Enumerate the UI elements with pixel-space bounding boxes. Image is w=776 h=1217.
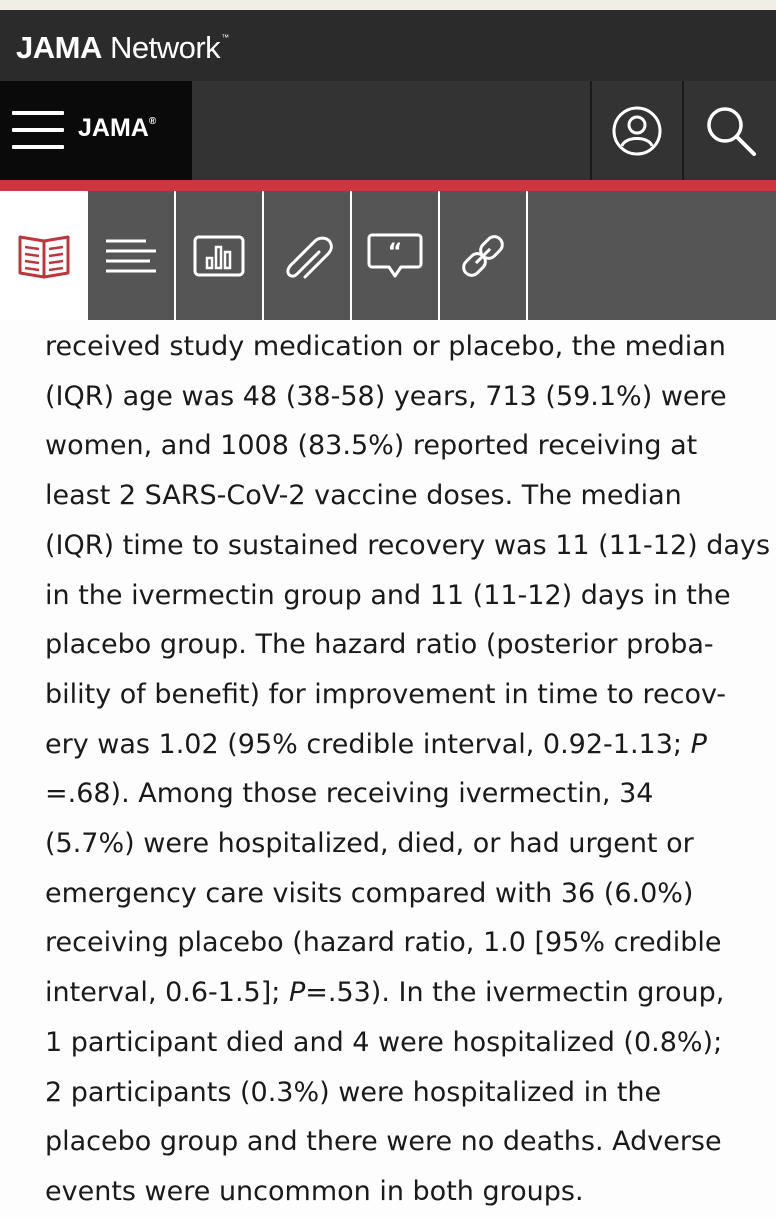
status-bar xyxy=(0,0,776,10)
text-run: =.53). In the ivermectin group, xyxy=(305,977,725,1009)
text-line: (5.7%) were hospitalized, died, or had urgent or xyxy=(45,828,694,860)
text-line: (IQR) age was 48 (38-58) years, 713 (59.1%) were xyxy=(45,380,727,412)
text-run: interval, 0.6-1.5]; xyxy=(45,977,289,1009)
brand-tm: ™ xyxy=(221,33,229,42)
network-header xyxy=(0,10,776,81)
tab-cite[interactable] xyxy=(352,191,440,320)
text-line xyxy=(45,968,745,1018)
text-line: least 2 SARS-CoV-2 vaccine doses. The median xyxy=(45,480,682,512)
journal-label xyxy=(78,114,156,143)
text-line: (IQR) time to sustained recovery was 11 (11-12) days xyxy=(45,529,771,561)
search-icon xyxy=(704,104,758,158)
tab-permissions[interactable] xyxy=(440,191,528,320)
accent-rule xyxy=(0,180,776,191)
list-icon xyxy=(104,238,158,274)
article-toolbar xyxy=(0,191,776,320)
paperclip-icon xyxy=(279,228,335,284)
brand-bold: JAMA xyxy=(16,30,102,65)
quote-bubble-icon xyxy=(367,232,423,280)
brand-rest: Network xyxy=(101,30,221,65)
tab-supplements[interactable] xyxy=(264,191,352,320)
text-line: events were uncommon in both groups. xyxy=(45,1175,584,1207)
toolbar-spacer xyxy=(528,191,776,320)
user-icon xyxy=(611,105,663,157)
text-run: ery was 1.02 (95% credible interval, 0.92-1.13; xyxy=(45,728,691,760)
italic-p: P xyxy=(690,728,707,760)
journal-menu-button[interactable] xyxy=(0,81,192,180)
bar-chart-icon xyxy=(192,234,246,278)
book-icon xyxy=(16,233,72,279)
text-line: placebo group and there were no deaths. Adverse xyxy=(45,1126,722,1158)
text-line: =.68). Among those receiving ivermectin, 34 xyxy=(45,778,654,810)
text-line: receiving placebo (hazard ratio, 1.0 [95% credible xyxy=(45,927,722,959)
account-button[interactable] xyxy=(590,81,682,180)
text-line: placebo group. The hazard ratio (posterior proba- xyxy=(45,629,714,661)
journal-label-text: JAMA xyxy=(78,114,149,142)
text-line: received study medication or placebo, the median xyxy=(45,331,726,362)
text-line: bility of benefit) for improvement in time to recov- xyxy=(45,678,726,710)
text-line: in the ivermectin group and 11 (11-12) days in the xyxy=(45,579,731,611)
text-line: emergency care visits compared with 36 (6.0%) xyxy=(45,877,694,909)
italic-p: P xyxy=(288,977,306,1009)
text-line: 1 participant died and 4 were hospitalized (0.8%); xyxy=(45,1026,723,1058)
text-line: 2 participants (0.3%) were hospitalized in the xyxy=(45,1076,662,1108)
tab-article[interactable] xyxy=(0,191,88,320)
search-button[interactable] xyxy=(682,81,776,180)
tab-figures[interactable] xyxy=(176,191,264,320)
hamburger-icon xyxy=(12,111,64,151)
svg-text:“: “ xyxy=(387,239,403,265)
jama-network-logo[interactable] xyxy=(16,30,229,66)
abstract-results xyxy=(45,322,771,1217)
tab-contents[interactable] xyxy=(88,191,176,320)
journal-reg-mark: ® xyxy=(148,116,157,127)
text-line xyxy=(45,720,745,770)
article-paragraph xyxy=(45,322,771,1217)
journal-header xyxy=(0,81,776,180)
link-icon xyxy=(455,228,511,284)
text-line: women, and 1008 (83.5%) reported receiving at xyxy=(45,430,698,462)
